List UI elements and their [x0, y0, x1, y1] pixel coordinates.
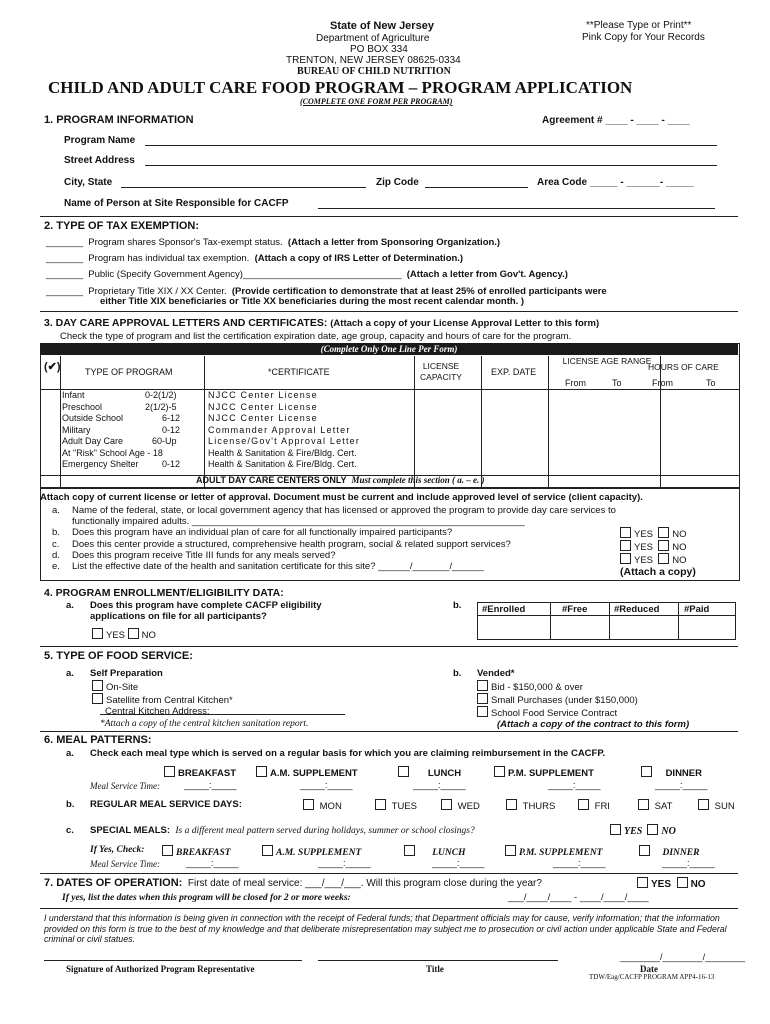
day-thurs[interactable]: [506, 799, 555, 812]
enroll-b-label: b.: [453, 600, 462, 611]
adult-questions: a. Name of the federal, state, or local government agency that has licensed or approved the program to provide day care services to functionally impaired adults. _______________________________________________________________ b. Does this program have an individual plan of care for all functionally impaired participants? c. Does this center provide a structured, comprehensive health program, social & related support services? d. Does this program receive Title III funds for any meals served? e. List the effective date of the health and sanitation certificate for this site? ______/_______/______: [52, 505, 616, 573]
program-cert: Commander Approval Letter: [208, 424, 351, 435]
program-age: 6-12: [162, 413, 181, 423]
section7-heading: 7. DATES OF OPERATION:: [44, 877, 183, 889]
adult-only-row: [196, 475, 485, 485]
special-breakfast-time[interactable]: _____:_____: [186, 858, 239, 868]
yes-label: YES: [106, 630, 126, 641]
closed-dates-field[interactable]: ___/____/____ - ____/____/____: [508, 892, 649, 903]
if-yes-label: If Yes, Check:: [90, 845, 145, 855]
fri-checkbox[interactable]: [578, 799, 589, 810]
special-dinner-label: DINNER: [662, 848, 700, 858]
enroll-question: [90, 600, 322, 622]
enroll-no-checkbox[interactable]: [128, 628, 139, 639]
vended: Vended*: [477, 668, 515, 679]
wed-label: WED: [457, 801, 480, 812]
special-c-label: c.: [66, 825, 74, 836]
adult-only-note: Must complete this section ( a. – e. ): [351, 475, 485, 485]
pink-note: Pink Copy for Your Records: [582, 32, 705, 43]
col-capacity: LICENSE CAPACITY: [420, 361, 462, 382]
special-dinner-time[interactable]: _____:_____: [662, 858, 715, 868]
sun-label: SUN: [714, 801, 735, 812]
street-field[interactable]: [145, 165, 717, 166]
meal-a-label: a.: [66, 748, 74, 759]
certification-text: I understand that this information is being given in connection with the receipt of Federal funds; that Department officials may for cause, verify information; that the information provided on this form is true to the best of my knowledge and that deliberate misrepresentation may subject me to prosecution or civil action under applicable State and Federal criminal or civil statues.: [44, 913, 727, 944]
table-bar: [40, 343, 738, 355]
check-column: (✔): [44, 361, 61, 373]
street-label: Street Address: [64, 155, 135, 166]
program-age: 0-12: [162, 459, 181, 469]
enroll-question-line1: Does this program have complete CACFP eligibility: [90, 600, 322, 611]
enrolled-header: #Enrolled: [482, 604, 526, 615]
fri-label: FRI: [594, 801, 610, 812]
section1-heading: 1. PROGRAM INFORMATION: [44, 114, 194, 126]
special-lunch-time[interactable]: _____:_____: [432, 858, 485, 868]
program-type: Adult Day Care: [62, 436, 124, 446]
program-age: 0-2(1/2): [145, 390, 177, 400]
wed-checkbox[interactable]: [441, 799, 452, 810]
age-to: To: [612, 378, 622, 388]
title-label: Title: [426, 964, 444, 974]
ck-address-label: Central Kitchen Address:: [105, 706, 210, 717]
enroll-yes-no: [92, 628, 156, 641]
no-label: NO: [690, 879, 706, 890]
section3-instructions: Check the type of program and list the certification expiration date, age group, capacity and hours of care for the program.: [60, 331, 572, 342]
sun-checkbox[interactable]: [698, 799, 709, 810]
header-state: State of New Jersey: [330, 20, 434, 32]
col-exp: EXP. DATE: [491, 367, 537, 377]
days-b-label: b.: [66, 799, 75, 810]
special-lunch-checkbox[interactable]: [404, 845, 415, 856]
responsible-field[interactable]: [318, 208, 715, 209]
self-prep: Self Preparation: [90, 668, 163, 679]
lunch-label: LUNCH: [427, 768, 462, 779]
day-sun[interactable]: [698, 799, 735, 812]
col-age-range: LICENSE AGE RANGE: [562, 356, 652, 366]
special-pm-time[interactable]: _____:_____: [553, 858, 606, 868]
program-type: Preschool: [62, 401, 103, 412]
sat-checkbox[interactable]: [638, 799, 649, 810]
pm-supplement-label: P.M. SUPPLEMENT: [508, 768, 594, 779]
pm-supplement-checkbox[interactable]: [494, 766, 505, 777]
program-age: 0-12: [162, 424, 181, 435]
tax-text-1: Program shares Sponsor's Tax-exempt status.: [88, 237, 283, 248]
no-label: NO: [661, 826, 676, 837]
meal-dinner[interactable]: [641, 766, 702, 779]
day-wed[interactable]: [441, 799, 480, 812]
tax-note-2: (Attach a copy of IRS Letter of Determination.): [254, 253, 464, 264]
yes-no-group: [620, 527, 696, 578]
ck-note: *Attach a copy of the central kitchen sanitation report.: [100, 719, 309, 729]
attach-copy-note: (Attach a copy): [620, 565, 696, 578]
tax-option-1[interactable]: [46, 237, 500, 248]
tax-option-2[interactable]: [46, 253, 463, 264]
pm-time[interactable]: _____:_____: [548, 780, 601, 790]
attach-license: Attach copy of current license or letter of approval. Document must be current and include approved level of service (client capacity).: [40, 492, 643, 503]
bid-label: Bid - $150,000 & over: [491, 682, 583, 693]
am-supplement-label: A.M. SUPPLEMENT: [270, 768, 358, 779]
thurs-checkbox[interactable]: [506, 799, 517, 810]
sfsc-checkbox[interactable]: [477, 706, 488, 717]
question-c: Does this center provide a structured, comprehensive health program, social & related support services?: [72, 538, 511, 550]
special-pm-checkbox[interactable]: [505, 845, 516, 856]
adult-only-label: ADULT DAY CARE CENTERS ONLY: [196, 475, 347, 485]
program-row[interactable]: [62, 436, 361, 448]
onsite-checkbox[interactable]: [92, 680, 103, 691]
regular-days-label: REGULAR MEAL SERVICE DAYS:: [90, 799, 242, 810]
program-row[interactable]: [62, 424, 351, 437]
program-type: Infant: [62, 390, 85, 400]
no-checkbox-d[interactable]: [658, 553, 669, 564]
meal-question: Check each meal type which is served on a regular basis for which you are claiming reimbursement in the CACFP.: [90, 748, 606, 759]
zip-field[interactable]: [425, 187, 528, 188]
special-breakfast-label: BREAKFAST: [176, 848, 231, 858]
reduced-header: #Reduced: [614, 604, 660, 615]
sfsc-label: School Food Service Contract: [491, 708, 618, 719]
special-pm-label: P.M. SUPPLEMENT: [519, 848, 603, 858]
date-label: Date: [640, 964, 658, 974]
col-certificate: *CERTIFICATE: [268, 367, 330, 377]
enroll-yes-checkbox[interactable]: [92, 628, 103, 639]
tax-note-1: (Attach a letter from Sponsoring Organization.): [287, 237, 501, 248]
hours-from: From: [652, 378, 673, 388]
special-dinner-checkbox[interactable]: [639, 845, 650, 856]
table-bar-text: (Complete Only One Line Per Form): [320, 344, 458, 354]
responsible-label: Name of Person at Site Responsible for CACFP: [64, 198, 289, 209]
signature-field[interactable]: [44, 960, 302, 961]
meal-am[interactable]: [256, 766, 358, 779]
program-age: 2(1/2)-5: [145, 401, 177, 412]
close-no-checkbox[interactable]: [677, 877, 688, 888]
tax-blank-2[interactable]: _______: [46, 253, 83, 264]
mon-label: MON: [319, 801, 342, 812]
tax-text-4: Proprietary Title XIX / XX Center.: [88, 286, 227, 297]
print-note: **Please Type or Print**: [586, 20, 692, 31]
day-tues[interactable]: [375, 799, 417, 812]
program-rows: [62, 390, 361, 471]
special-pm[interactable]: [505, 845, 603, 858]
am-time[interactable]: _____:_____: [300, 780, 353, 790]
header-po: PO BOX 334: [350, 44, 408, 55]
no-label: NO: [141, 630, 156, 641]
special-label: SPECIAL MEALS:: [90, 825, 171, 836]
area-code[interactable]: Area Code _____ - ______- _____: [537, 177, 694, 188]
meal-lunch[interactable]: [398, 766, 461, 779]
self-prep-options: [92, 680, 233, 717]
program-row[interactable]: [62, 459, 357, 471]
signature-label: Signature of Authorized Program Representative: [66, 964, 255, 974]
no-checkbox-b[interactable]: [658, 527, 669, 538]
onsite-label: On-Site: [106, 682, 139, 693]
col-type: TYPE OF PROGRAM: [85, 367, 173, 377]
yes-label: YES: [634, 529, 654, 540]
special-lunch[interactable]: [404, 845, 466, 858]
date-field[interactable]: ________/________/________: [620, 952, 746, 962]
special-am-label: A.M. SUPPLEMENT: [276, 848, 362, 858]
free-header: #Free: [562, 604, 588, 615]
closed-dates-label: If yes, list the dates when this program will be closed for 2 or more weeks:: [62, 893, 351, 903]
question-a: Name of the federal, state, or local government agency that has licensed or approved the program to provide day care services to: [72, 505, 616, 516]
header-dept: Department of Agriculture: [316, 33, 430, 44]
meal-time-label: Meal Service Time:: [90, 781, 160, 791]
satellite-label: Satellite from Central Kitchen*: [106, 695, 233, 706]
program-row[interactable]: [62, 401, 318, 414]
yes-checkbox-c[interactable]: [620, 540, 631, 551]
day-fri[interactable]: [578, 799, 610, 812]
header-city: TRENTON, NEW JERSEY 08625-0334: [286, 55, 461, 66]
program-cert: NJCC Center License: [208, 413, 318, 423]
question-e[interactable]: List the effective date of the health and sanitation certificate for this site? ______/_______/______: [72, 561, 484, 573]
form-subtitle: (COMPLETE ONE FORM PER PROGRAM): [300, 97, 453, 106]
age-from: From: [565, 378, 586, 388]
form-title: CHILD AND ADULT CARE FOOD PROGRAM – PROGRAM APPLICATION: [48, 78, 633, 97]
tax-text-2: Program has individual tax exemption.: [88, 253, 250, 264]
special-breakfast[interactable]: [162, 845, 231, 858]
breakfast-checkbox[interactable]: [164, 766, 175, 777]
meal-breakfast[interactable]: [164, 766, 236, 779]
yes-checkbox-b[interactable]: [620, 527, 631, 538]
hours-to: To: [706, 378, 716, 388]
dinner-time[interactable]: _____:_____: [655, 780, 708, 790]
small-purchase-checkbox[interactable]: [477, 693, 488, 704]
col-hours: HOURS OF CARE: [648, 362, 719, 372]
no-label: NO: [672, 555, 687, 567]
program-row[interactable]: [62, 413, 318, 425]
program-cert: Health & Sanitation & Fire/Bldg. Cert.: [208, 447, 357, 458]
breakfast-label: BREAKFAST: [178, 768, 237, 779]
close-yes-checkbox[interactable]: [637, 877, 648, 888]
thurs-label: THURS: [522, 801, 556, 812]
special-am-time[interactable]: _____:_____: [318, 858, 371, 868]
day-mon[interactable]: [303, 799, 342, 812]
special-lunch-label: LUNCH: [432, 848, 466, 858]
tues-checkbox[interactable]: [375, 799, 386, 810]
program-name-field[interactable]: [145, 145, 717, 146]
first-date[interactable]: First date of meal service: ___/___/___. Will this program close during the year?: [187, 878, 542, 889]
agreement-number: Agreement # ____ - ____ - ____: [542, 115, 690, 126]
vended-options: [477, 680, 638, 719]
special-breakfast-checkbox[interactable]: [162, 845, 173, 856]
close-yes-no: [637, 877, 706, 890]
tax-blank-4[interactable]: _______: [46, 286, 83, 297]
tax-option-3[interactable]: [46, 269, 568, 280]
program-age: 60-Up: [152, 436, 177, 446]
special-yes-checkbox[interactable]: [610, 824, 621, 835]
city-state-field[interactable]: [121, 187, 366, 188]
special-question: Is a different meal pattern served during holidays, summer or school closings?: [175, 826, 475, 836]
city-state-label: City, State: [64, 177, 113, 188]
food-a-label: a.: [66, 668, 74, 679]
yes-label: YES: [651, 879, 672, 890]
program-type: Emergency Shelter: [62, 459, 139, 469]
special-am[interactable]: [262, 845, 361, 858]
ck-address-field[interactable]: [100, 714, 345, 715]
paid-header: #Paid: [684, 604, 710, 615]
program-row[interactable]: [62, 390, 318, 402]
title-field[interactable]: [318, 960, 558, 961]
section3-heading: 3. DAY CARE APPROVAL LETTERS AND CERTIFICATES:: [44, 317, 328, 329]
special-row: [90, 825, 475, 836]
special-yes-no: [610, 824, 676, 837]
meal-pm[interactable]: [494, 766, 594, 779]
program-name-label: Program Name: [64, 135, 136, 146]
vended-note: (Attach a copy of the contract to this form): [497, 719, 690, 730]
special-time-label: Meal Service Time:: [90, 859, 160, 869]
program-cert: License/Gov't Approval Letter: [208, 436, 361, 446]
yes-label: YES: [634, 555, 654, 567]
dinner-checkbox[interactable]: [641, 766, 652, 777]
mon-checkbox[interactable]: [303, 799, 314, 810]
no-label: NO: [672, 529, 687, 540]
program-cert: NJCC Center License: [208, 401, 318, 412]
day-sat[interactable]: [638, 799, 672, 812]
section4-heading: 4. PROGRAM ENROLLMENT/ELIGIBILITY DATA:: [44, 587, 284, 599]
section6-heading: 6. MEAL PATTERNS:: [44, 734, 152, 746]
question-d: Does this program receive Title III funds for any meals served?: [72, 549, 336, 561]
special-dinner[interactable]: [639, 845, 699, 858]
form-id: TDW/Eag/CACFP PROGRAM APP4-16-13: [589, 973, 715, 981]
sat-label: SAT: [654, 801, 673, 812]
dinner-label: DINNER: [665, 768, 702, 779]
section5-heading: 5. TYPE OF FOOD SERVICE:: [44, 650, 193, 662]
question-a-field[interactable]: functionally impaired adults. _______________________________________________________________: [72, 516, 525, 528]
no-checkbox-c[interactable]: [658, 540, 669, 551]
enroll-question-line2: applications on file for all participants?: [90, 611, 267, 622]
tues-label: TUES: [391, 801, 417, 812]
enrollment-grid: [477, 602, 736, 640]
zip-label: Zip Code: [376, 177, 419, 188]
no-label: NO: [672, 542, 687, 554]
am-supplement-checkbox[interactable]: [256, 766, 267, 777]
breakfast-time[interactable]: _____:_____: [184, 780, 237, 790]
tax-text-3: Public (Specify Government Agency)______________________________: [88, 269, 402, 280]
enroll-a-label: a.: [66, 600, 74, 611]
tax-note-4-cont: either Title XIX beneficiaries or Title XX beneficiaries during the most recent calendar month. ): [100, 296, 525, 307]
lunch-time[interactable]: _____:_____: [413, 780, 466, 790]
program-type: Military: [62, 424, 91, 435]
special-am-checkbox[interactable]: [262, 845, 273, 856]
yes-checkbox-d[interactable]: [620, 553, 631, 564]
tax-note-4: (Provide certification to demonstrate that at least 25% of enrolled participants were: [231, 286, 607, 297]
tax-blank-1[interactable]: _______: [46, 237, 83, 248]
section7-row: [44, 877, 542, 889]
lunch-checkbox[interactable]: [398, 766, 409, 777]
small-purchase-label: Small Purchases (under $150,000): [491, 695, 638, 706]
yes-label: YES: [624, 826, 643, 837]
satellite-checkbox[interactable]: [92, 693, 103, 704]
program-row[interactable]: [62, 447, 357, 460]
program-cert: Health & Sanitation & Fire/Bldg. Cert.: [208, 459, 357, 469]
food-b-label: b.: [453, 668, 462, 679]
section2-heading: 2. TYPE OF TAX EXEMPTION:: [44, 220, 200, 232]
yes-label: YES: [634, 542, 654, 554]
tax-note-3: (Attach a letter from Gov't. Agency.): [406, 269, 568, 280]
section3-note: (Attach a copy of your License Approval Letter to this form): [330, 318, 600, 329]
program-type: Outside School: [62, 413, 124, 423]
section3-heading-row: [44, 317, 599, 329]
bid-checkbox[interactable]: [477, 680, 488, 691]
question-b: Does this program have an individual plan of care for all functionally impaired participants?: [72, 527, 453, 539]
program-cert: NJCC Center License: [208, 390, 318, 400]
tax-blank-3[interactable]: _______: [46, 269, 83, 280]
special-no-checkbox[interactable]: [647, 824, 658, 835]
header-bureau: BUREAU OF CHILD NUTRITION: [297, 66, 451, 77]
program-type: At "Risk" School Age - 18: [62, 447, 163, 458]
